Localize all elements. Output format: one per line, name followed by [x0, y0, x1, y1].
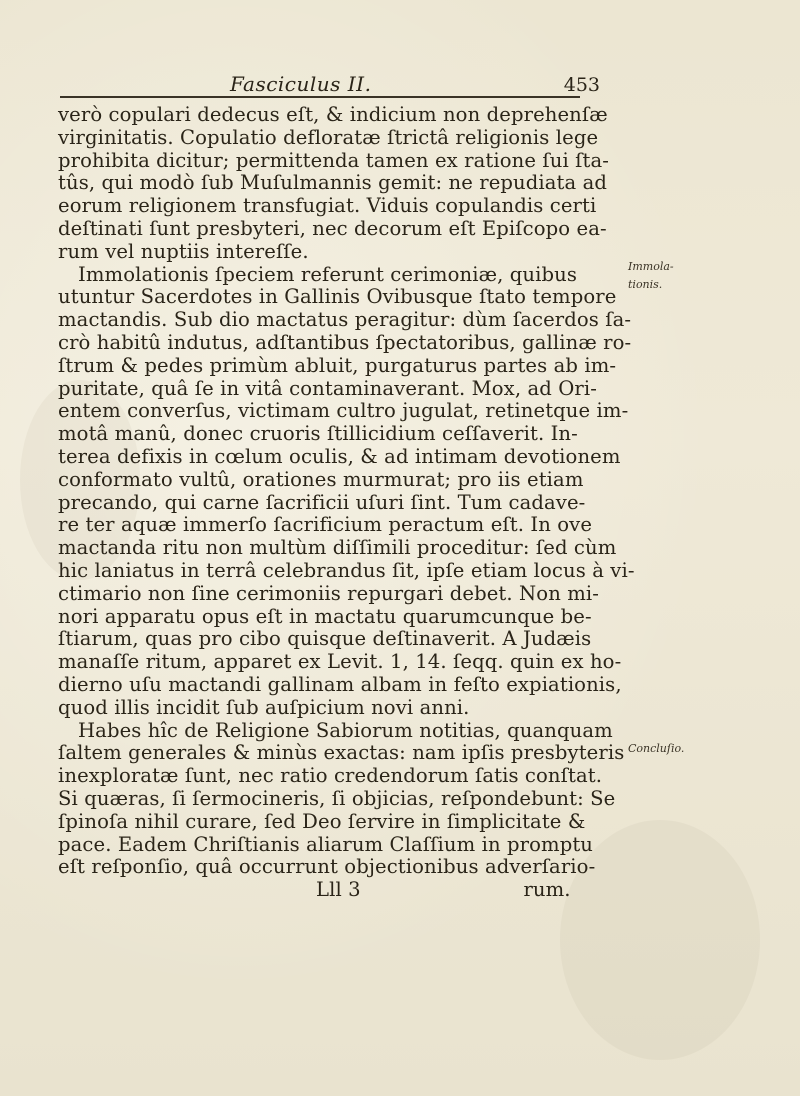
text-line: Si quæras, ſi ſermocineris, ſi objicias, reſpondebunt: Se: [58, 786, 616, 810]
text-line: hic laniatus in terrâ celebrandus ſit, ipſe etiam locus à vi-: [58, 558, 635, 582]
text-line: virginitatis. Copulatio defloratæ ſtrictâ religionis lege: [58, 125, 599, 149]
page-header: [60, 70, 600, 98]
text-line: ſpinoſa nihil curare, ſed Deo ſervire in ſimplicitate &: [58, 809, 586, 833]
text-line: Habes hîc de Religione Sabiorum notitias, quanquam: [78, 718, 613, 742]
text-line: quod illis incidit ſub auſpicium novi anni.: [58, 695, 470, 719]
text-line: tûs, qui modò ſub Muſulmannis gemit: ne repudiata ad: [58, 171, 608, 195]
text-line: deſtinati ſunt presbyteri, nec decorum eſt Epiſcopo ea-: [58, 216, 607, 240]
text-line: ſaltem generales & minùs exactas: nam ipſis presbyteris: [58, 741, 625, 765]
signature-mark: Lll 3: [316, 878, 361, 902]
text-line: ſtiarum, quas pro cibo quisque deſtinaverit. A Judæis: [58, 627, 592, 651]
body-text: [58, 103, 635, 902]
text-line: terea defixis in cœlum oculis, & ad intimam devotionem: [58, 444, 621, 468]
text-line: puritate, quâ ſe in vitâ contaminaverant. Mox, ad Ori-: [58, 376, 597, 400]
catchword-line: [58, 879, 620, 902]
text-line: pace. Eadem Chriſtianis aliarum Claſſium in promptu: [58, 832, 594, 856]
text-line: crò habitû indutus, adſtantibus ſpectatoribus, gallinæ ro-: [58, 330, 632, 354]
text-line: nori apparatu opus eſt in mactatu quarumcunque be-: [58, 604, 592, 628]
text-line: precando, qui carne ſacrificii uſuri ſint. Tum cadave-: [58, 490, 586, 514]
text-line: prohibita dicitur; permittenda tamen ex ratione ſui ſta-: [58, 148, 609, 172]
text-line: eorum religionem transfugiat. Viduis copulandis certi: [58, 194, 597, 218]
running-title: Fasciculus II.: [230, 72, 372, 96]
catchword: rum.: [523, 878, 571, 902]
text-line: entem converſus, victimam cultro jugulat, retinetque im-: [58, 399, 629, 423]
marginal-note-immolationis-1: Immola-: [628, 260, 674, 273]
text-line: manaſſe ritum, apparet ex Levit. 1, 14. ſeqq. quin ex ho-: [58, 650, 622, 674]
text-line: mactanda ritu non multùm diſſimili proceditur: ſed cùm: [58, 536, 617, 560]
marginal-note-immolationis-2: tionis.: [628, 278, 663, 291]
text-line: dierno uſu mactandi gallinam albam in feſto expiationis,: [58, 672, 622, 696]
page-number: 453: [563, 74, 600, 96]
text-line: ſtrum & pedes primùm abluit, purgaturus partes ab im-: [58, 353, 617, 377]
text-line: re ter aquæ immerſo ſacrificium peractum eſt. In ove: [58, 513, 593, 537]
text-line: motâ manû, donec cruoris ſtillicidium ceſſaverit. In-: [58, 422, 578, 446]
text-line: Immolationis ſpeciem referunt cerimoniæ, quibus: [78, 262, 577, 286]
text-line: eſt reſponſio, quâ occurrunt objectionibus adverſario-: [58, 855, 596, 879]
text-line: conformato vultû, orationes murmurat; pro iis etiam: [58, 467, 584, 491]
text-line: mactandis. Sub dio mactatus peragitur: dùm ſacerdos ſa-: [58, 308, 632, 332]
text-line: verò copulari dedecus eſt, & indicium non deprehenſæ: [58, 103, 608, 126]
text-line: utuntur Sacerdotes in Gallinis Ovibusque ſtato tempore: [58, 285, 617, 309]
text-line: ctimario non ſine cerimoniis repurgari debet. Non mi-: [58, 581, 600, 605]
marginal-note-conclusio: Concluſio.: [628, 742, 685, 755]
text-line: rum vel nuptiis intereſſe.: [58, 239, 309, 263]
text-line: inexploratæ ſunt, nec ratio credendorum ſatis conſtat.: [58, 764, 603, 788]
